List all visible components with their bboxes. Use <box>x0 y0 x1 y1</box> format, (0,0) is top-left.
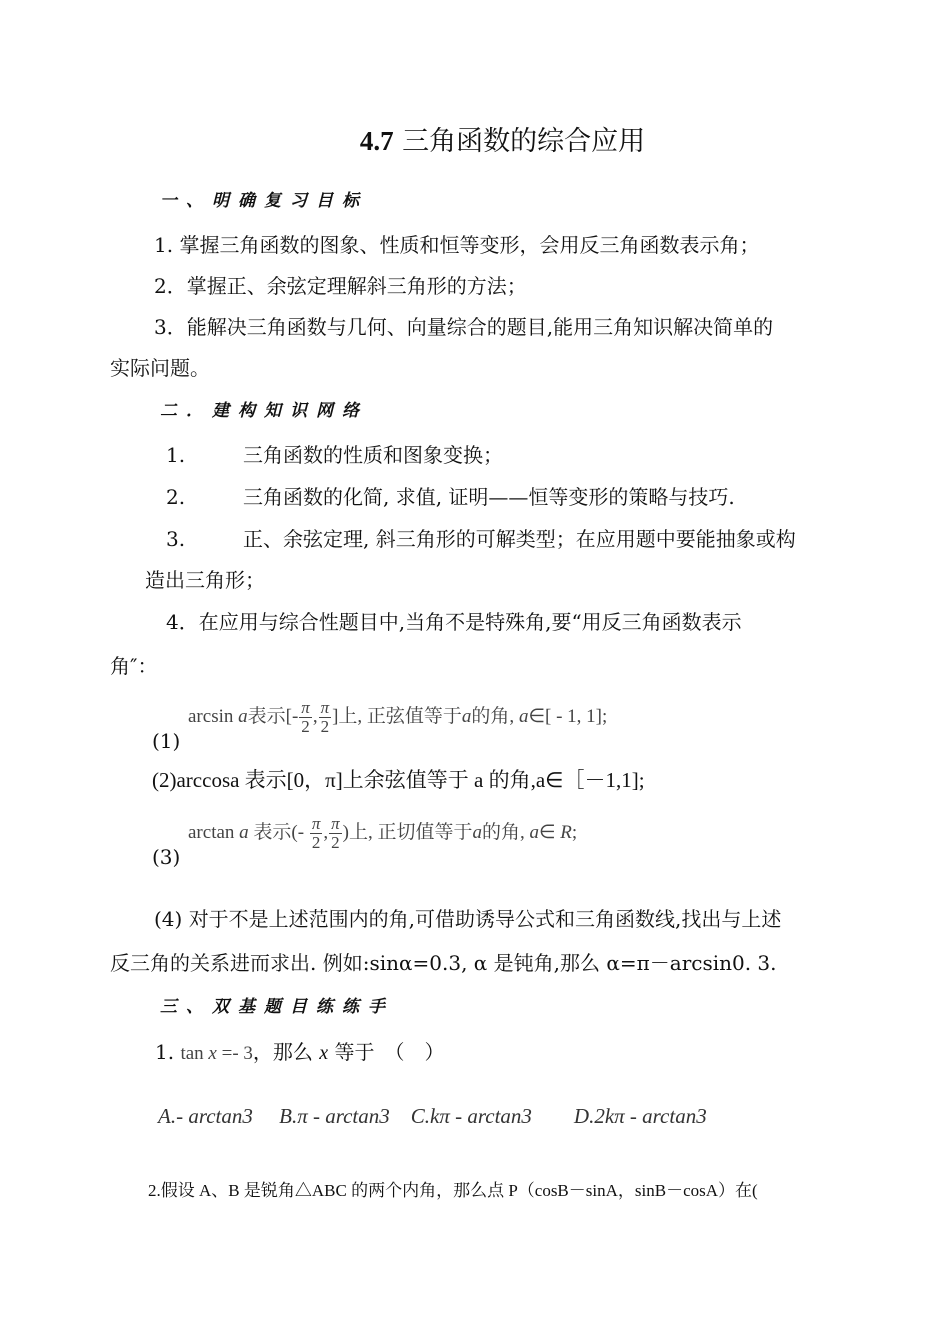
title-text: 三角函数的综合应用 <box>402 126 646 157</box>
inverse-3-formula: arctan a 表示(- $\frac{\pi}{2}$ , $\frac{\pi}{2}$ )上, 正切值等于a的角, a∈ R; <box>188 814 578 853</box>
section-heading-3: 三、双基题目练练手 <box>160 997 394 1017</box>
pi-over-2-fraction: $\frac{\pi}{2}$ <box>311 814 321 853</box>
inverse-1-formula: arcsin a表示[- $\frac{\pi}{2}$ , $\frac{\pi}{2}$ ]上, 正弦值等于a的角, a∈[ - 1, 1]; <box>188 698 608 737</box>
question-1-options: A.- arctan3 B.π - arctan3 C.kπ - arctan3 D.2kπ - arctan3 <box>158 1104 707 1128</box>
network-1-text: 三角函数的性质和图象变换； <box>243 443 503 467</box>
network-2-text: 三角函数的化简, 求值, 证明——恒等变形的策略与技巧. <box>243 485 735 509</box>
inverse-1-label: (1) <box>152 729 181 753</box>
title-number: 4.7 <box>359 126 394 156</box>
network-3-number: 3. <box>166 527 186 551</box>
pi-over-2-fraction: $\frac{\pi}{2}$ <box>331 814 340 853</box>
inverse-3-label: (3) <box>152 845 181 869</box>
section-heading-1: 一、明确复习目标 <box>160 191 368 211</box>
goal-2: 2．掌握正、余弦定理解斜三角形的方法； <box>154 274 527 298</box>
question-2-stem: 2.假设 A、B 是锐角△ABC 的两个内角，那么点 P（cosB－sinA，sinB－cosA）在( <box>148 1181 758 1200</box>
goal-1: 1. 掌握三角函数的图象、性质和恒等变形，会用反三角函数表示角； <box>154 233 760 257</box>
inverse-4-line-2: 反三角的关系进而求出. 例如:sinα=0.3, α 是钝角,那么 α=π－arcsin0. 3. <box>110 951 777 975</box>
network-3-text-line-1: 正、余弦定理, 斜三角形的可解类型；在应用题中要能抽象或构 <box>243 527 796 551</box>
network-1-number: 1. <box>166 443 186 467</box>
pi-over-2-fraction: $\frac{\pi}{2}$ <box>301 698 310 737</box>
network-2-number: 2. <box>166 485 186 509</box>
goal-3-line-2: 实际问题。 <box>110 356 210 380</box>
inverse-2: (2)arccosa 表示[0，π]上余弦值等于 a 的角,a∈［－1,1]; <box>152 768 645 792</box>
page-title <box>0 124 950 159</box>
goal-3-line-1: 3．能解决三角函数与几何、向量综合的题目,能用三角知识解决简单的 <box>154 315 774 339</box>
question-1-stem: 1. tan x =- 3，那么 x 等于 （ ） <box>155 1040 445 1064</box>
section-heading-2: 二．建构知识网络 <box>160 401 368 421</box>
inverse-4-line-1: (4) 对于不是上述范围内的角,可借助诱导公式和三角函数线,找出与上述 <box>154 907 782 931</box>
network-3-text-line-2: 造出三角形； <box>145 568 265 592</box>
network-4-line-1: 4．在应用与综合性题目中,当角不是特殊角,要“用反三角函数表示 <box>166 610 742 634</box>
network-4-line-2: 角″： <box>110 654 158 678</box>
pi-over-2-fraction: $\frac{\pi}{2}$ <box>320 698 330 737</box>
